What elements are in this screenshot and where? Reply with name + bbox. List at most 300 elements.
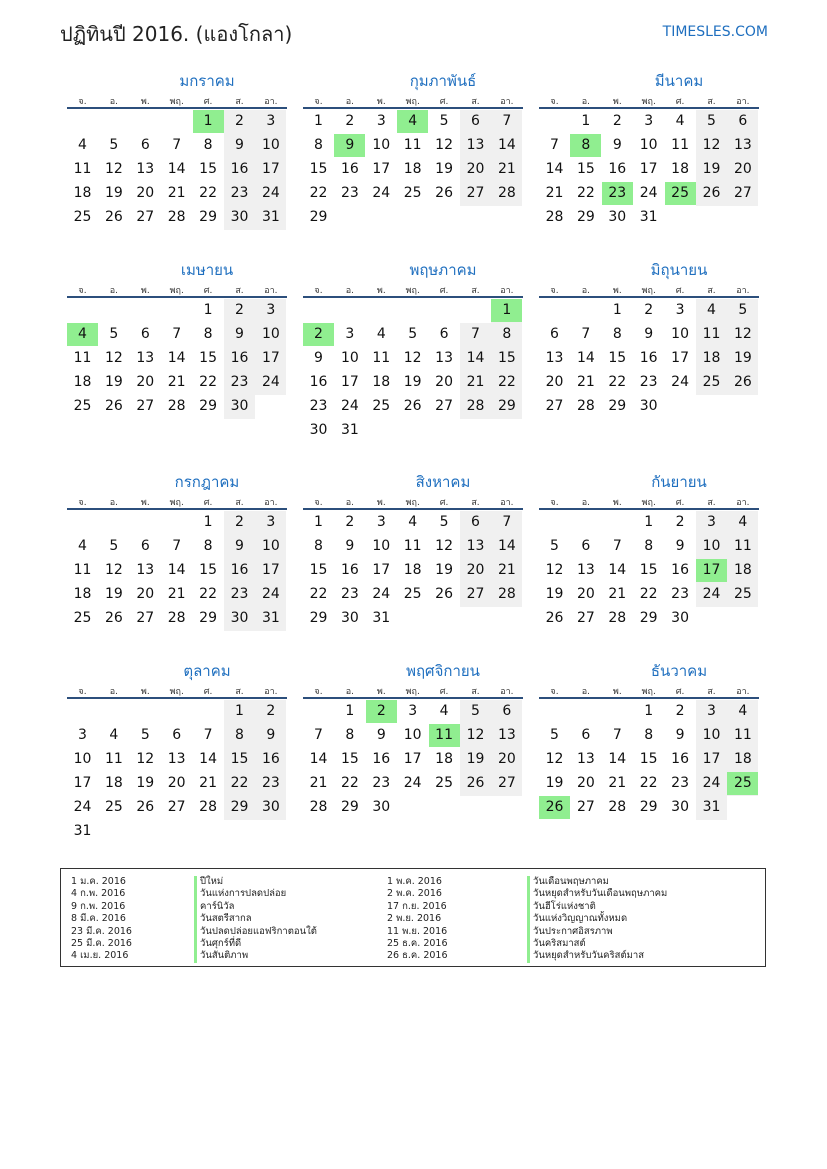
day-cell: 15: [576, 161, 595, 177]
holiday-date: 8 มี.ค. 2016: [71, 913, 126, 925]
holiday-name: วันหยุดสำหรับวันคริสต์มาส: [527, 950, 667, 962]
month-block: [67, 70, 287, 254]
holiday-day-cell: 25: [727, 772, 758, 795]
day-cell: 26: [702, 185, 721, 201]
day-cell: 27: [136, 398, 155, 414]
day-cell: 20: [136, 374, 155, 390]
day-cell: 28: [497, 185, 516, 201]
day-cell: 21: [497, 161, 516, 177]
holiday-date: 2 พ.ย. 2016: [387, 913, 442, 925]
weekday-label: อา.: [736, 97, 750, 107]
day-cell: 22: [340, 775, 359, 791]
weekday-label: ส.: [235, 97, 244, 107]
month-title: ตุลาคม: [183, 662, 231, 680]
day-cell: 17: [261, 562, 280, 578]
holiday-date: 2 พ.ค. 2016: [387, 888, 442, 900]
day-cell: 11: [73, 161, 92, 177]
day-cell: 18: [73, 586, 92, 602]
day-cell: 10: [340, 350, 359, 366]
holiday-day-cell: 26: [539, 796, 570, 819]
day-cell: 14: [466, 350, 485, 366]
weekday-label: พฤ.: [169, 498, 184, 508]
weekday-header: [303, 92, 523, 108]
day-cell: 6: [581, 727, 591, 743]
weekday-label: ศ.: [675, 97, 685, 107]
weekday-label: อา.: [500, 498, 514, 508]
day-cell: 24: [702, 586, 721, 602]
day-cell: 3: [376, 113, 386, 129]
day-cell: 21: [576, 374, 595, 390]
weekday-label: อา.: [500, 687, 514, 697]
day-cell: 7: [550, 137, 559, 153]
day-cell: 2: [675, 703, 685, 719]
day-cell: 11: [73, 562, 92, 578]
month-block: [303, 471, 523, 655]
day-cell: 1: [203, 514, 213, 530]
day-cell: 8: [235, 727, 244, 743]
day-grid: [67, 511, 287, 655]
day-cell: 10: [639, 137, 658, 153]
day-cell: 29: [497, 398, 516, 414]
day-cell: 18: [403, 161, 422, 177]
day-cell: 15: [199, 350, 217, 366]
day-cell: 8: [203, 326, 213, 342]
day-cell: 14: [199, 751, 217, 767]
month-title: มิถุนายน: [650, 261, 708, 279]
day-cell: 23: [639, 374, 658, 390]
day-cell: 6: [140, 137, 150, 153]
weekday-label: อา.: [264, 286, 278, 296]
day-cell: 28: [167, 610, 186, 626]
holiday-dates-right: [387, 876, 448, 963]
day-cell: 26: [136, 799, 155, 815]
day-cell: 23: [230, 586, 249, 602]
weekday-label: อา.: [500, 286, 514, 296]
day-cell: 15: [639, 562, 658, 578]
day-grid: [539, 700, 759, 844]
weekday-label: ส.: [707, 286, 716, 296]
day-cell: 11: [403, 137, 422, 153]
holiday-dates-left: [71, 876, 132, 963]
day-cell: 24: [372, 586, 391, 602]
holiday-date: 11 พ.ย. 2016: [387, 925, 448, 937]
day-cell: 11: [104, 751, 123, 767]
header-rule: [303, 107, 523, 109]
day-cell: 26: [435, 586, 453, 602]
day-cell: 29: [230, 799, 249, 815]
weekday-label: ศ.: [203, 97, 213, 107]
day-cell: 17: [340, 374, 359, 390]
weekday-label: ส.: [471, 498, 480, 508]
day-cell: 5: [738, 302, 748, 318]
day-cell: 10: [702, 727, 721, 743]
day-cell: 13: [576, 562, 595, 578]
day-cell: 21: [466, 374, 485, 390]
day-cell: 22: [199, 374, 217, 390]
day-cell: 28: [199, 799, 217, 815]
day-cell: 31: [73, 823, 92, 839]
day-cell: 3: [376, 514, 386, 530]
day-cell: 26: [104, 209, 123, 225]
weekday-label: อ.: [345, 687, 355, 697]
month-block: [303, 70, 523, 254]
day-cell: 31: [639, 209, 658, 225]
holiday-name: วันประกาศอิสรภาพ: [527, 926, 667, 938]
day-cell: 29: [199, 398, 217, 414]
holiday-day-cell: 25: [665, 182, 696, 205]
day-cell: 2: [345, 514, 355, 530]
day-grid: [67, 700, 287, 844]
day-cell: 18: [702, 350, 721, 366]
site-brand-link[interactable]: TIMESLES.COM: [662, 24, 768, 40]
day-cell: 9: [266, 727, 276, 743]
day-cell: 12: [435, 137, 453, 153]
day-cell: 29: [199, 209, 217, 225]
day-cell: 19: [435, 161, 453, 177]
day-cell: 14: [497, 137, 516, 153]
weekday-label: อ.: [581, 286, 591, 296]
holiday-name: วันหยุดสำหรับวันเดือนพฤษภาคม: [527, 888, 667, 900]
weekday-label: จ.: [314, 286, 323, 296]
weekday-label: ส.: [235, 498, 244, 508]
day-cell: 23: [340, 185, 359, 201]
day-cell: 8: [203, 137, 213, 153]
weekday-label: พ.: [376, 97, 386, 107]
day-cell: 16: [309, 374, 328, 390]
day-cell: 9: [235, 137, 244, 153]
day-cell: 3: [266, 302, 276, 318]
day-cell: 19: [545, 586, 564, 602]
day-cell: 31: [261, 610, 280, 626]
header-rule: [67, 508, 287, 510]
day-grid: [303, 511, 523, 655]
holiday-date: 9 ก.พ. 2016: [71, 900, 126, 912]
day-cell: 19: [403, 374, 422, 390]
weekday-label: ส.: [707, 687, 716, 697]
day-cell: 20: [466, 562, 485, 578]
day-cell: 27: [576, 799, 595, 815]
day-cell: 8: [644, 727, 654, 743]
day-cell: 20: [466, 161, 485, 177]
day-cell: 13: [136, 350, 155, 366]
day-cell: 25: [435, 775, 453, 791]
day-cell: 22: [639, 775, 658, 791]
day-cell: 26: [733, 374, 752, 390]
day-cell: 31: [702, 799, 721, 815]
day-cell: 6: [502, 703, 512, 719]
day-cell: 4: [109, 727, 119, 743]
day-cell: 16: [671, 562, 689, 578]
day-cell: 20: [576, 586, 595, 602]
holiday-date: 1 ม.ค. 2016: [71, 876, 126, 887]
holiday-date: 25 ธ.ค. 2016: [387, 937, 448, 949]
day-cell: 27: [466, 586, 485, 602]
day-cell: 30: [372, 799, 391, 815]
day-cell: 15: [309, 562, 328, 578]
weekday-label: พ.: [612, 687, 622, 697]
day-cell: 23: [309, 398, 328, 414]
day-cell: 30: [261, 799, 280, 815]
day-cell: 31: [340, 422, 359, 438]
weekday-label: ส.: [235, 687, 244, 697]
weekday-label: ศ.: [675, 498, 685, 508]
day-cell: 21: [167, 374, 186, 390]
day-cell: 13: [466, 137, 485, 153]
weekday-label: พ.: [376, 286, 386, 296]
month-title: มกราคม: [179, 72, 235, 90]
day-cell: 12: [733, 326, 752, 342]
day-cell: 19: [136, 775, 155, 791]
day-cell: 20: [545, 374, 564, 390]
day-cell: 12: [136, 751, 155, 767]
day-cell: 3: [707, 514, 716, 530]
holiday-date: 23 มี.ค. 2016: [71, 925, 132, 937]
weekday-label: พฤ.: [405, 687, 420, 697]
day-cell: 24: [261, 586, 280, 602]
holiday-name: วันปลดปล่อยแอฟริกาตอนใต้: [194, 926, 317, 938]
month-title: กันยายน: [651, 473, 707, 491]
day-cell: 4: [439, 703, 449, 719]
day-cell: 8: [203, 538, 213, 554]
weekday-label: จ.: [78, 97, 87, 107]
weekday-label: จ.: [550, 498, 559, 508]
day-cell: 6: [140, 326, 150, 342]
weekday-header: [67, 682, 287, 698]
day-cell: 7: [172, 326, 182, 342]
day-cell: 24: [73, 799, 92, 815]
holiday-day-cell: 17: [696, 559, 727, 582]
day-cell: 5: [109, 538, 119, 554]
day-cell: 14: [309, 751, 328, 767]
day-cell: 22: [230, 775, 249, 791]
weekday-label: อา.: [736, 687, 750, 697]
holiday-day-cell: 4: [67, 323, 98, 346]
holiday-names-right: [527, 876, 667, 963]
day-cell: 8: [314, 538, 323, 554]
day-cell: 9: [235, 538, 244, 554]
day-cell: 16: [671, 751, 689, 767]
day-cell: 23: [340, 586, 359, 602]
weekday-label: ศ.: [203, 286, 213, 296]
day-cell: 7: [172, 137, 182, 153]
day-cell: 14: [167, 562, 186, 578]
weekday-label: อ.: [345, 286, 355, 296]
day-cell: 20: [167, 775, 186, 791]
holiday-date: 26 ธ.ค. 2016: [387, 950, 448, 962]
holiday-day-cell: 8: [570, 134, 601, 157]
day-cell: 13: [576, 751, 595, 767]
day-cell: 6: [581, 538, 591, 554]
day-cell: 18: [733, 562, 752, 578]
weekday-header: [303, 493, 523, 509]
header-rule: [539, 296, 759, 298]
day-cell: 9: [675, 727, 685, 743]
holiday-name: ปีใหม่: [194, 876, 317, 888]
month-title: ธันวาคม: [650, 662, 708, 680]
weekday-label: พ.: [376, 687, 386, 697]
day-cell: 2: [345, 113, 355, 129]
weekday-header: [67, 493, 287, 509]
weekday-label: ศ.: [439, 687, 449, 697]
day-cell: 14: [167, 161, 186, 177]
holiday-name: วันสันติภาพ: [194, 950, 317, 962]
day-cell: 2: [612, 113, 622, 129]
holiday-name: วันศุกร์ที่ดี: [194, 938, 317, 950]
weekday-label: พ.: [612, 286, 622, 296]
day-cell: 9: [376, 727, 386, 743]
weekday-label: พฤ.: [641, 498, 656, 508]
day-cell: 1: [345, 703, 355, 719]
day-cell: 21: [545, 185, 564, 201]
day-cell: 25: [372, 398, 391, 414]
day-cell: 11: [733, 727, 752, 743]
day-cell: 15: [497, 350, 516, 366]
day-cell: 27: [466, 185, 485, 201]
day-grid: [303, 299, 523, 443]
day-cell: 16: [372, 751, 391, 767]
day-cell: 24: [261, 374, 280, 390]
day-cell: 25: [104, 799, 123, 815]
day-cell: 20: [136, 586, 155, 602]
day-cell: 10: [261, 538, 280, 554]
weekday-label: อา.: [736, 498, 750, 508]
day-cell: 20: [576, 775, 595, 791]
day-cell: 16: [230, 562, 249, 578]
day-cell: 22: [576, 185, 595, 201]
day-cell: 17: [702, 751, 721, 767]
day-cell: 20: [733, 161, 752, 177]
weekday-label: อ.: [109, 286, 119, 296]
day-cell: 18: [73, 185, 92, 201]
day-cell: 27: [545, 398, 564, 414]
day-cell: 12: [104, 562, 123, 578]
holiday-list: [60, 868, 766, 967]
day-cell: 13: [136, 562, 155, 578]
weekday-label: อ.: [581, 687, 591, 697]
day-cell: 24: [639, 185, 658, 201]
month-block: [539, 471, 759, 655]
day-cell: 25: [73, 209, 92, 225]
day-cell: 1: [581, 113, 591, 129]
weekday-label: พ.: [612, 498, 622, 508]
day-cell: 26: [435, 185, 453, 201]
day-cell: 25: [73, 398, 92, 414]
day-cell: 10: [372, 538, 391, 554]
day-cell: 18: [403, 562, 422, 578]
day-cell: 14: [545, 161, 564, 177]
day-cell: 5: [140, 727, 150, 743]
weekday-label: อา.: [500, 97, 514, 107]
day-cell: 25: [702, 374, 721, 390]
weekday-label: พ.: [140, 687, 150, 697]
day-cell: 10: [73, 751, 92, 767]
day-cell: 5: [550, 727, 559, 743]
day-cell: 17: [73, 775, 92, 791]
day-cell: 1: [314, 514, 323, 530]
weekday-header: [303, 682, 523, 698]
day-cell: 27: [167, 799, 186, 815]
day-cell: 19: [702, 161, 721, 177]
day-cell: 6: [140, 538, 150, 554]
day-cell: 23: [230, 185, 249, 201]
day-cell: 30: [230, 610, 249, 626]
day-cell: 3: [644, 113, 654, 129]
weekday-label: ส.: [707, 97, 716, 107]
weekday-label: พฤ.: [405, 286, 420, 296]
day-cell: 21: [309, 775, 328, 791]
day-cell: 18: [73, 374, 92, 390]
day-cell: 16: [608, 161, 627, 177]
weekday-label: จ.: [78, 286, 87, 296]
day-cell: 21: [167, 586, 186, 602]
weekday-label: ส.: [707, 498, 716, 508]
day-cell: 25: [403, 586, 422, 602]
day-cell: 27: [733, 185, 752, 201]
day-cell: 5: [707, 113, 716, 129]
holiday-day-cell: 2: [366, 700, 397, 723]
month-title: กุมภาพันธ์: [409, 72, 477, 90]
holiday-day-cell: 11: [429, 724, 460, 747]
weekday-label: อา.: [264, 498, 278, 508]
day-cell: 15: [199, 562, 217, 578]
holiday-name: วันแห่งการปลดปล่อย: [194, 888, 317, 900]
holiday-day-cell: 1: [491, 299, 522, 322]
day-cell: 31: [372, 610, 391, 626]
weekday-label: อ.: [109, 687, 119, 697]
day-cell: 9: [345, 538, 355, 554]
holiday-name: วันสตรีสากล: [194, 913, 317, 925]
day-cell: 1: [644, 703, 654, 719]
holiday-name: คาร์นิวัล: [194, 901, 317, 913]
day-cell: 22: [199, 185, 217, 201]
day-cell: 2: [644, 302, 654, 318]
day-cell: 30: [671, 610, 689, 626]
month-block: [539, 660, 759, 844]
day-cell: 29: [340, 799, 359, 815]
day-cell: 7: [314, 727, 323, 743]
day-cell: 7: [502, 514, 512, 530]
day-cell: 9: [235, 326, 244, 342]
month-title: พฤศจิกายน: [406, 662, 480, 680]
day-cell: 19: [545, 775, 564, 791]
weekday-label: อ.: [109, 498, 119, 508]
day-cell: 10: [261, 326, 280, 342]
day-cell: 21: [199, 775, 217, 791]
day-cell: 18: [372, 374, 391, 390]
weekday-label: จ.: [314, 97, 323, 107]
day-cell: 29: [309, 610, 328, 626]
day-cell: 8: [345, 727, 355, 743]
weekday-header: [539, 682, 759, 698]
day-cell: 19: [733, 350, 752, 366]
weekday-label: พฤ.: [405, 97, 420, 107]
day-grid: [67, 299, 287, 443]
weekday-label: อา.: [264, 97, 278, 107]
day-cell: 8: [644, 538, 654, 554]
weekday-label: ศ.: [203, 687, 213, 697]
day-cell: 4: [78, 538, 87, 554]
day-cell: 10: [671, 326, 689, 342]
day-cell: 21: [608, 775, 627, 791]
day-cell: 12: [545, 751, 564, 767]
day-cell: 1: [314, 113, 323, 129]
day-cell: 21: [497, 562, 516, 578]
month-block: [67, 471, 287, 655]
day-cell: 23: [372, 775, 391, 791]
day-cell: 14: [497, 538, 516, 554]
day-cell: 3: [266, 514, 276, 530]
day-cell: 28: [167, 209, 186, 225]
